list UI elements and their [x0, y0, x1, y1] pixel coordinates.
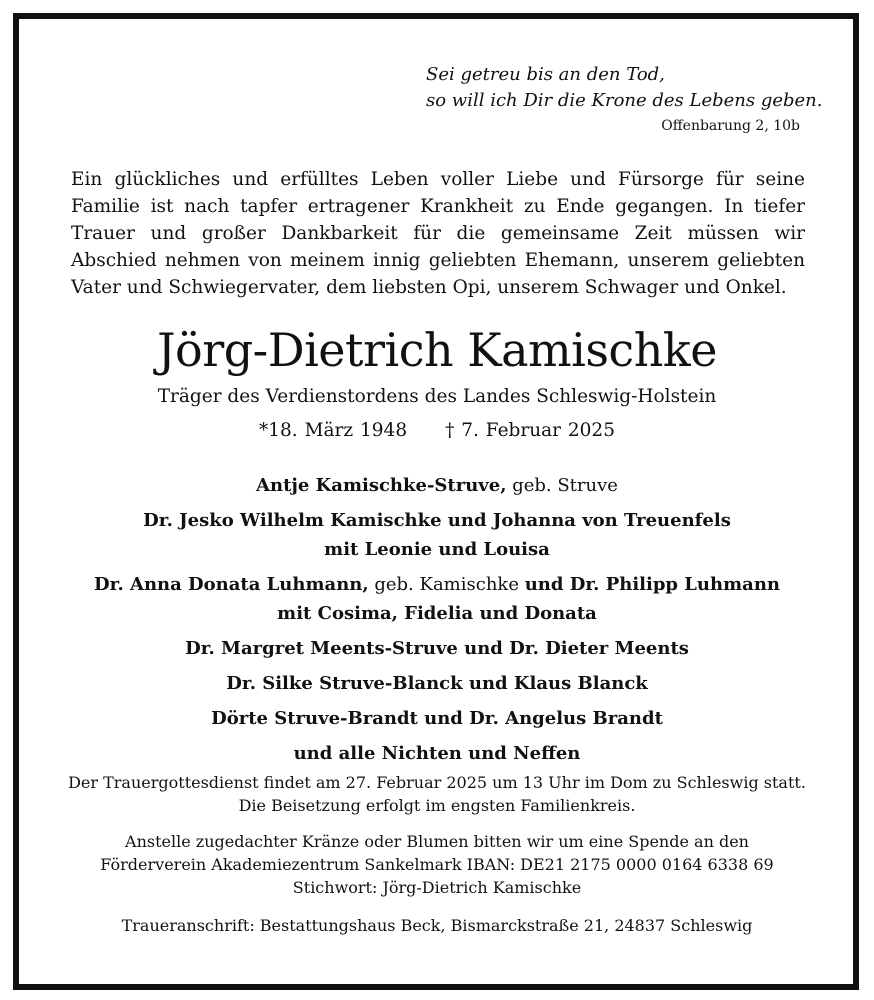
mourner-line: [0, 599, 874, 628]
mourner-name: Antje Kamischke-Struve,: [256, 475, 507, 496]
mourner-line: [0, 506, 874, 535]
life-dates: [0, 418, 874, 444]
intro-paragraph: Ein glückliches und erfülltes Leben voller Liebe und Fürsorge für seine Familie ist nach tapfer ertragener Krankheit zu Ende gegangen. In tiefer Trauer und großer Dankbarkeit für die gemeinsame Zeit müssen wir Abschied nehmen von meinem innig geliebten Ehemann, unserem geliebten Vater und Schwiegervater, dem liebsten Opi, unserem Schwager und Onkel.: [71, 169, 805, 298]
birth-date: *18. März 1948: [259, 420, 408, 441]
verse-line-2: so will ich Dir die Krone des Lebens geben.: [426, 90, 823, 111]
verse-line-1: Sei getreu bis an den Tod,: [426, 64, 665, 85]
mourner-name: Dr. Jesko Wilhelm Kamischke und Johanna von Treuenfels: [143, 510, 731, 531]
donation-line-3: Stichwort: Jörg-Dietrich Kamischke: [292, 878, 582, 897]
mourner-line: [0, 704, 874, 733]
mourner-suffix: geb. Kamischke: [368, 574, 525, 595]
donation-line-2: Förderverein Akademiezentrum Sankelmark IBAN: DE21 2175 0000 0164 6338 69: [100, 855, 774, 874]
mourner-suffix: geb. Struve: [506, 475, 618, 496]
mourner-name: Dr. Margret Meents-Struve und Dr. Dieter Meents: [185, 638, 689, 659]
donation-line-1: Anstelle zugedachter Kränze oder Blumen bitten wir um eine Spende an den: [125, 832, 749, 851]
mourner-line: [0, 669, 874, 698]
service-line-1: Der Trauergottesdienst findet am 27. Februar 2025 um 13 Uhr im Dom zu Schleswig statt.: [68, 773, 806, 792]
mourner-name: und alle Nichten und Neffen: [293, 743, 581, 764]
mourner-line: [0, 535, 874, 564]
deceased-name: Jörg-Dietrich Kamischke: [157, 323, 717, 377]
mourner-line: [0, 739, 874, 768]
deceased-honor: Träger des Verdienstordens des Landes Schleswig-Holstein: [157, 386, 717, 407]
mourner-name: Dr. Anna Donata Luhmann,: [94, 574, 369, 595]
donation-info: [0, 830, 874, 899]
mourner-line: [0, 471, 874, 500]
mourner-line: [0, 570, 874, 599]
verse-reference: Offenbarung 2, 10b: [661, 118, 800, 134]
mourning-address: Traueranschrift: Bestattungshaus Beck, Bismarckstraße 21, 24837 Schleswig: [121, 916, 753, 935]
mourner-name: Dörte Struve-Brandt und Dr. Angelus Brandt: [211, 708, 663, 729]
mourner-name: und Dr. Philipp Luhmann: [524, 574, 780, 595]
mourner-name: Dr. Silke Struve-Blanck und Klaus Blanck: [226, 673, 648, 694]
service-info: [0, 771, 874, 817]
death-date: † 7. Februar 2025: [445, 420, 615, 441]
mourner-name: mit Cosima, Fidelia und Donata: [277, 603, 597, 624]
bible-verse: [426, 62, 826, 114]
mourner-name: mit Leonie und Louisa: [324, 539, 550, 560]
mourner-line: [0, 634, 874, 663]
service-line-2: Die Beisetzung erfolgt im engsten Familienkreis.: [238, 796, 636, 815]
mourners-list: [0, 471, 874, 768]
